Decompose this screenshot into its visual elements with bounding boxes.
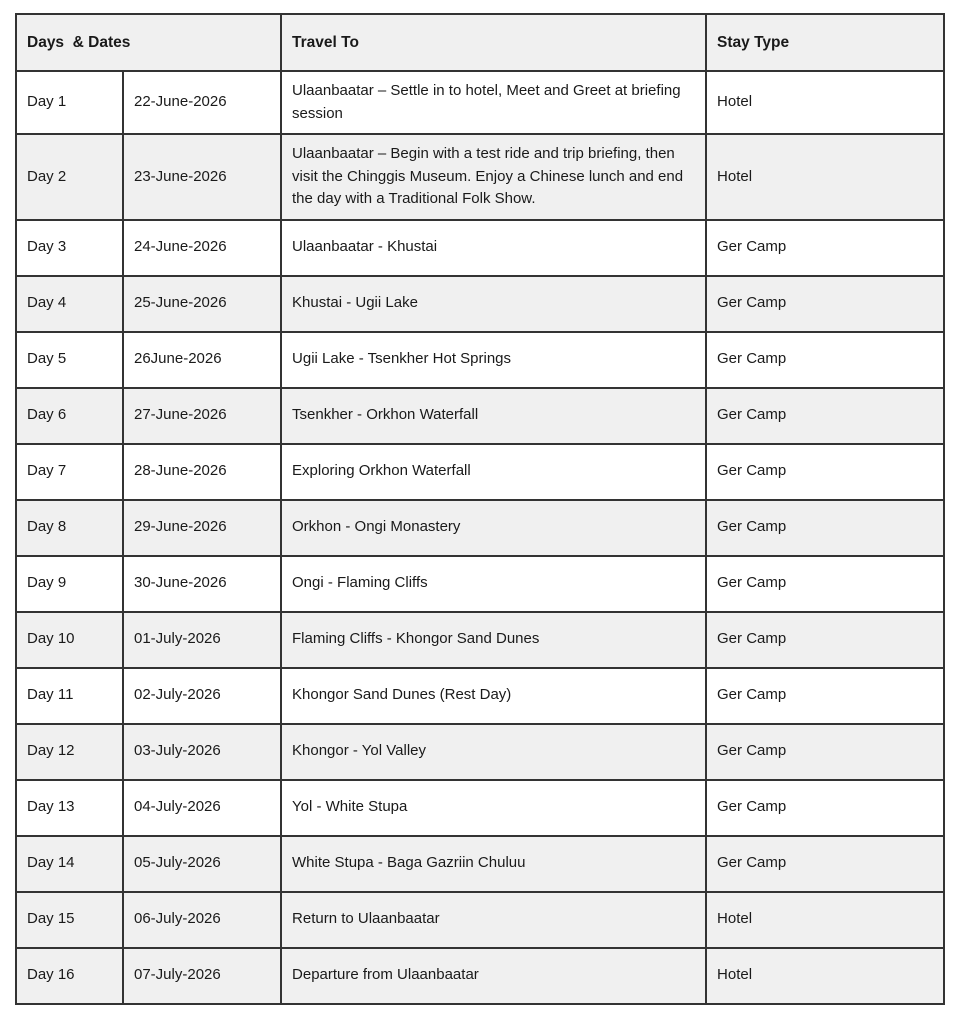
header-travel-to: Travel To — [281, 14, 706, 71]
table-row — [16, 332, 944, 388]
day-cell: Day 10 — [16, 612, 123, 668]
stay-cell: Ger Camp — [706, 836, 944, 892]
date-cell: 24-June-2026 — [123, 220, 281, 276]
stay-cell: Ger Camp — [706, 668, 944, 724]
date-cell: 26June-2026 — [123, 332, 281, 388]
table-row — [16, 220, 944, 276]
date-cell: 04-July-2026 — [123, 780, 281, 836]
day-cell: Day 15 — [16, 892, 123, 948]
travel-cell: Khongor Sand Dunes (Rest Day) — [281, 668, 706, 724]
header-days-dates: Days & Dates — [16, 14, 281, 71]
table-row — [16, 134, 944, 220]
table-row — [16, 892, 944, 948]
table-row — [16, 556, 944, 612]
table-row — [16, 668, 944, 724]
day-cell: Day 4 — [16, 276, 123, 332]
day-cell: Day 5 — [16, 332, 123, 388]
travel-cell: Flaming Cliffs - Khongor Sand Dunes — [281, 612, 706, 668]
travel-cell: Yol - White Stupa — [281, 780, 706, 836]
day-cell: Day 1 — [16, 71, 123, 134]
day-cell: Day 11 — [16, 668, 123, 724]
table-row — [16, 388, 944, 444]
date-cell: 30-June-2026 — [123, 556, 281, 612]
stay-cell: Hotel — [706, 892, 944, 948]
travel-cell: Orkhon - Ongi Monastery — [281, 500, 706, 556]
day-cell: Day 9 — [16, 556, 123, 612]
date-cell: 01-July-2026 — [123, 612, 281, 668]
table-row — [16, 612, 944, 668]
stay-cell: Ger Camp — [706, 780, 944, 836]
stay-cell: Ger Camp — [706, 332, 944, 388]
header-stay-type: Stay Type — [706, 14, 944, 71]
table-row — [16, 500, 944, 556]
day-cell: Day 6 — [16, 388, 123, 444]
date-cell: 29-June-2026 — [123, 500, 281, 556]
travel-cell: Tsenkher - Orkhon Waterfall — [281, 388, 706, 444]
travel-cell: Ulaanbaatar - Khustai — [281, 220, 706, 276]
table-row — [16, 276, 944, 332]
date-cell: 07-July-2026 — [123, 948, 281, 1004]
day-cell: Day 12 — [16, 724, 123, 780]
header-row — [16, 14, 944, 71]
travel-cell: Ulaanbaatar – Begin with a test ride and trip briefing, then visit the Chinggis Museum. Enjoy a Chinese lunch and end the day with a Traditional Folk Show. — [281, 134, 706, 220]
stay-cell: Ger Camp — [706, 724, 944, 780]
date-cell: 23-June-2026 — [123, 134, 281, 220]
itinerary-table — [15, 13, 945, 1005]
day-cell: Day 8 — [16, 500, 123, 556]
stay-cell: Ger Camp — [706, 220, 944, 276]
travel-cell: Ugii Lake - Tsenkher Hot Springs — [281, 332, 706, 388]
travel-cell: Return to Ulaanbaatar — [281, 892, 706, 948]
travel-cell: Khongor - Yol Valley — [281, 724, 706, 780]
travel-cell: Ongi - Flaming Cliffs — [281, 556, 706, 612]
travel-cell: Exploring Orkhon Waterfall — [281, 444, 706, 500]
day-cell: Day 13 — [16, 780, 123, 836]
date-cell: 03-July-2026 — [123, 724, 281, 780]
travel-cell: Khustai - Ugii Lake — [281, 276, 706, 332]
travel-cell: Departure from Ulaanbaatar — [281, 948, 706, 1004]
stay-cell: Hotel — [706, 948, 944, 1004]
table-row — [16, 836, 944, 892]
date-cell: 28-June-2026 — [123, 444, 281, 500]
itinerary-table-body — [16, 71, 944, 1004]
day-cell: Day 16 — [16, 948, 123, 1004]
stay-cell: Ger Camp — [706, 612, 944, 668]
day-cell: Day 7 — [16, 444, 123, 500]
stay-cell: Ger Camp — [706, 556, 944, 612]
date-cell: 05-July-2026 — [123, 836, 281, 892]
table-row — [16, 724, 944, 780]
stay-cell: Ger Camp — [706, 276, 944, 332]
table-row — [16, 948, 944, 1004]
stay-cell: Hotel — [706, 71, 944, 134]
stay-cell: Ger Camp — [706, 388, 944, 444]
date-cell: 25-June-2026 — [123, 276, 281, 332]
stay-cell: Hotel — [706, 134, 944, 220]
table-row — [16, 71, 944, 134]
day-cell: Day 3 — [16, 220, 123, 276]
date-cell: 06-July-2026 — [123, 892, 281, 948]
travel-cell: White Stupa - Baga Gazriin Chuluu — [281, 836, 706, 892]
date-cell: 27-June-2026 — [123, 388, 281, 444]
day-cell: Day 14 — [16, 836, 123, 892]
table-row — [16, 444, 944, 500]
date-cell: 22-June-2026 — [123, 71, 281, 134]
stay-cell: Ger Camp — [706, 444, 944, 500]
table-row — [16, 780, 944, 836]
travel-cell: Ulaanbaatar – Settle in to hotel, Meet and Greet at briefing session — [281, 71, 706, 134]
date-cell: 02-July-2026 — [123, 668, 281, 724]
stay-cell: Ger Camp — [706, 500, 944, 556]
day-cell: Day 2 — [16, 134, 123, 220]
